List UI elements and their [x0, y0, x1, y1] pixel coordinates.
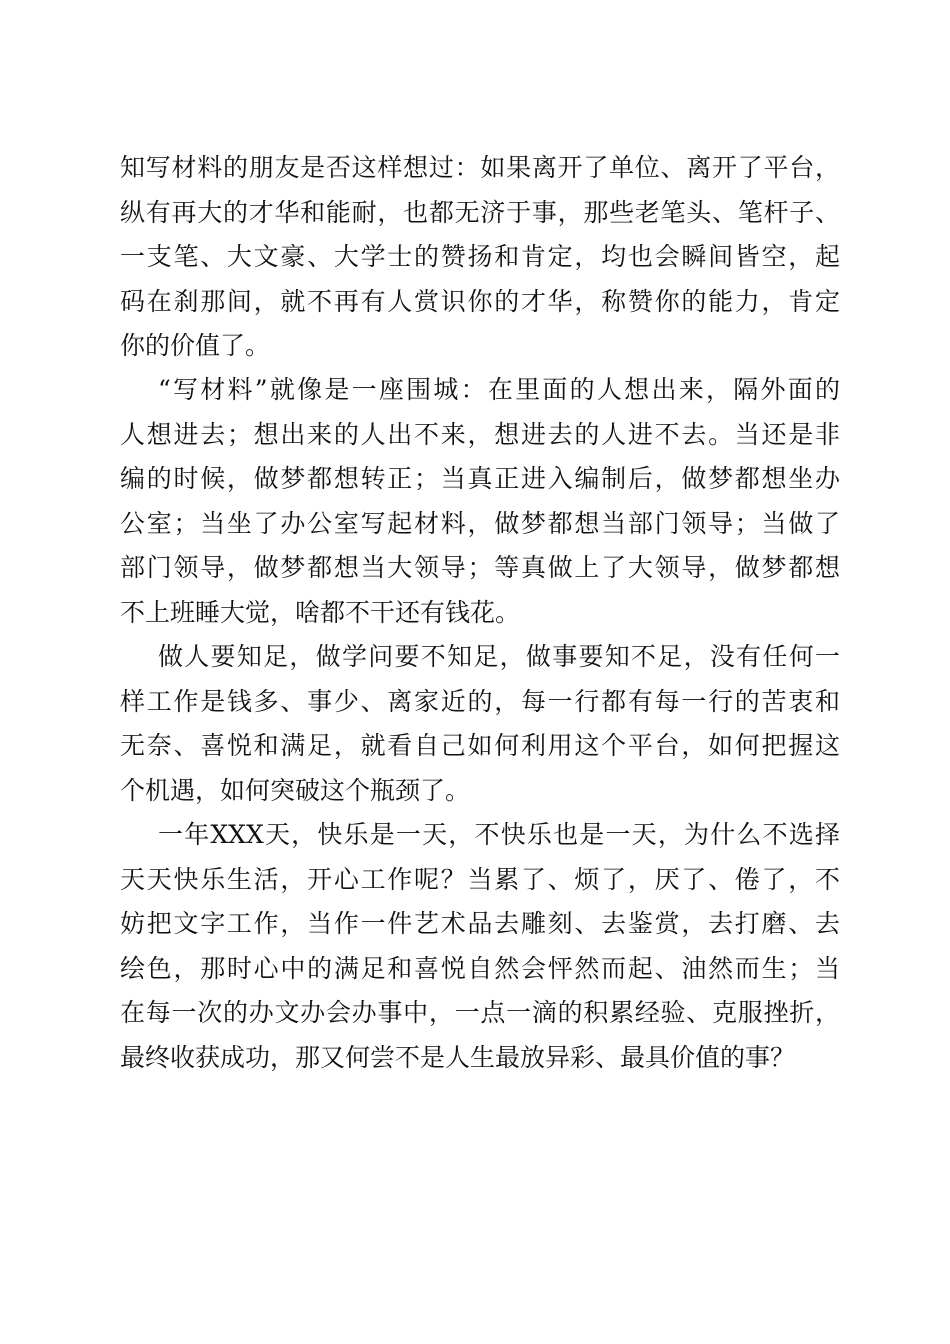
text-line: 无奈、喜悦和满足，就看自己如何利用这个平台，如何把握这 — [120, 731, 840, 760]
text-line: 在每一次的办文办会办事中，一点一滴的积累经验、克服挫折， — [120, 998, 840, 1027]
paragraph-4 — [120, 813, 840, 1080]
text-line: 人想进去；想出来的人出不来，想进去的人进不去。当还是非 — [120, 419, 840, 449]
text-line: 一支笔、大文豪、大学士的赞扬和肯定，均也会瞬间皆空，起 — [120, 242, 840, 271]
text-line: 个机遇，如何突破这个瓶颈了。 — [120, 775, 471, 805]
text-line: 样工作是钱多、事少、离家近的，每一行都有每一行的苦衷和 — [120, 686, 840, 716]
text-line: “写材料”就像是一座围城：在里面的人想出来，隔外面的 — [158, 375, 840, 404]
text-line: 部门领导，做梦都想当大领导；等真做上了大领导，做梦都想 — [120, 553, 840, 582]
text-line: 最终收获成功，那又何尝不是人生最放异彩、最具价值的事？ — [120, 1042, 796, 1072]
text-line: 码在刹那间，就不再有人赏识你的才华，称赞你的能力，肯定 — [120, 286, 840, 316]
text-line: 一年XXX天，快乐是一天，不快乐也是一天，为什么不选择 — [158, 820, 840, 849]
text-line: 不上班睡大觉，啥都不干还有钱花。 — [120, 597, 521, 627]
text-line: 妨把文字工作，当作一件艺术品去雕刻、去鉴赏，去打磨、去 — [120, 909, 840, 938]
text-line: 编的时候，做梦都想转正；当真正进入编制后，做梦都想坐办 — [120, 464, 840, 493]
text-line: 公室；当坐了办公室写起材料，做梦都想当部门领导；当做了 — [120, 508, 840, 538]
text-line: 做人要知足，做学问要不知足，做事要知不足，没有任何一 — [158, 642, 840, 671]
text-line: 天天快乐生活，开心工作呢？当累了、烦了，厌了、倦了，不 — [120, 864, 840, 894]
text-line: 绘色，那时心中的满足和喜悦自然会怦然而起、油然而生；当 — [120, 953, 840, 983]
paragraph-2 — [120, 368, 840, 635]
paragraph-1 — [120, 146, 840, 369]
text-line: 你的价值了。 — [120, 331, 271, 360]
text-line: 纵有再大的才华和能耐，也都无济于事，那些老笔头、笔杆子、 — [120, 197, 840, 227]
paragraph-3 — [120, 635, 840, 813]
text-line: 知写材料的朋友是否这样想过：如果离开了单位、离开了平台， — [120, 153, 840, 182]
